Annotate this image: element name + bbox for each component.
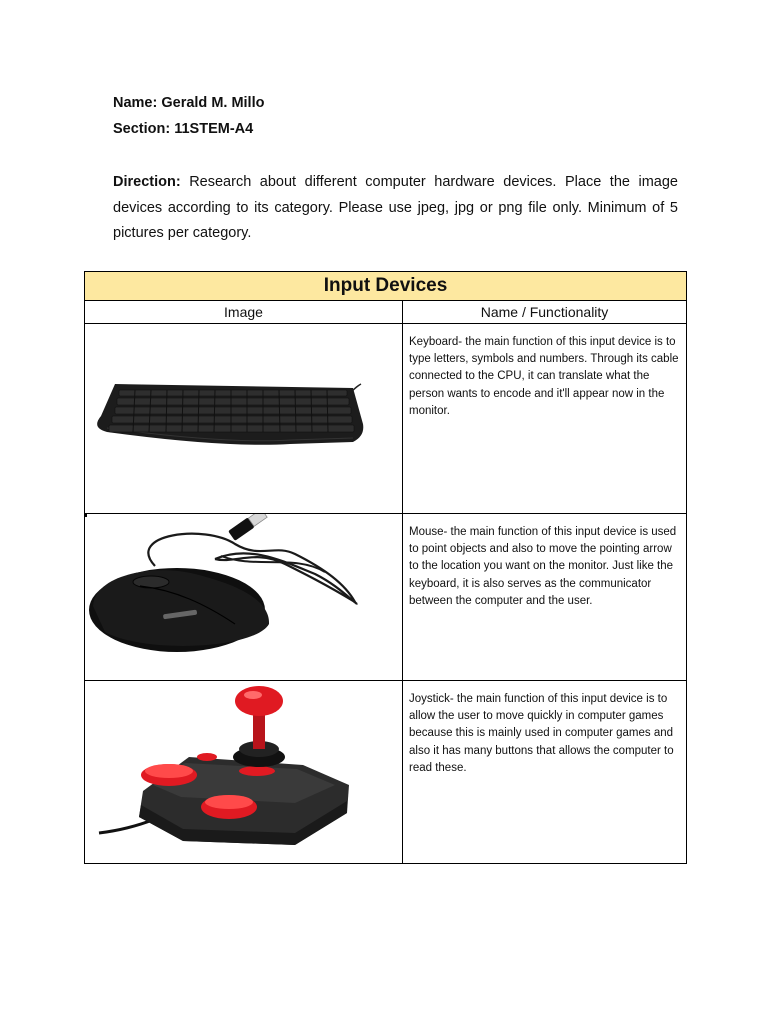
mouse-icon [85, 514, 401, 680]
keyboard-description: Keyboard- the main function of this input device is to type letters, symbols and numbers. Through its cable connected to the CPU, it can translate what the person wants to encode and it'll appear now in the monitor. [409, 336, 679, 417]
joystick-icon [85, 681, 401, 863]
direction-label: Direction: [113, 174, 181, 190]
keyboard-image-cell [85, 324, 403, 514]
mouse-description-cell [403, 514, 687, 681]
student-section: Section: 11STEM-A4 [113, 121, 254, 137]
keyboard-description-cell [403, 324, 687, 514]
joystick-description-cell [403, 681, 687, 864]
table-row [85, 324, 687, 514]
column-header-image: Image [85, 301, 403, 324]
student-name: Name: Gerald M. Millo [113, 95, 265, 111]
mouse-image-cell [85, 514, 403, 681]
table-row [85, 514, 687, 681]
table-title: Input Devices [85, 272, 687, 301]
input-devices-table [84, 271, 687, 864]
joystick-image-cell [85, 681, 403, 864]
direction-text: Research about different computer hardware devices. Place the image devices according to its category. Please use jpeg, jpg or png file only. Minimum of 5 pictures per category. [113, 174, 678, 241]
direction-paragraph [113, 170, 678, 247]
keyboard-icon [85, 324, 401, 513]
joystick-description: Joystick- the main function of this input device is to allow the user to move quickly in computer games because this is mainly used in computer games and also it has many buttons that allows the computer to read these. [409, 693, 674, 774]
table-row [85, 681, 687, 864]
column-header-name: Name / Functionality [403, 301, 687, 324]
mouse-description: Mouse- the main function of this input device is used to point objects and also to move the pointing arrow to the location you want on the monitor. Just like the keyboard, it is also serves as the communicator between the computer and the user. [409, 526, 677, 607]
